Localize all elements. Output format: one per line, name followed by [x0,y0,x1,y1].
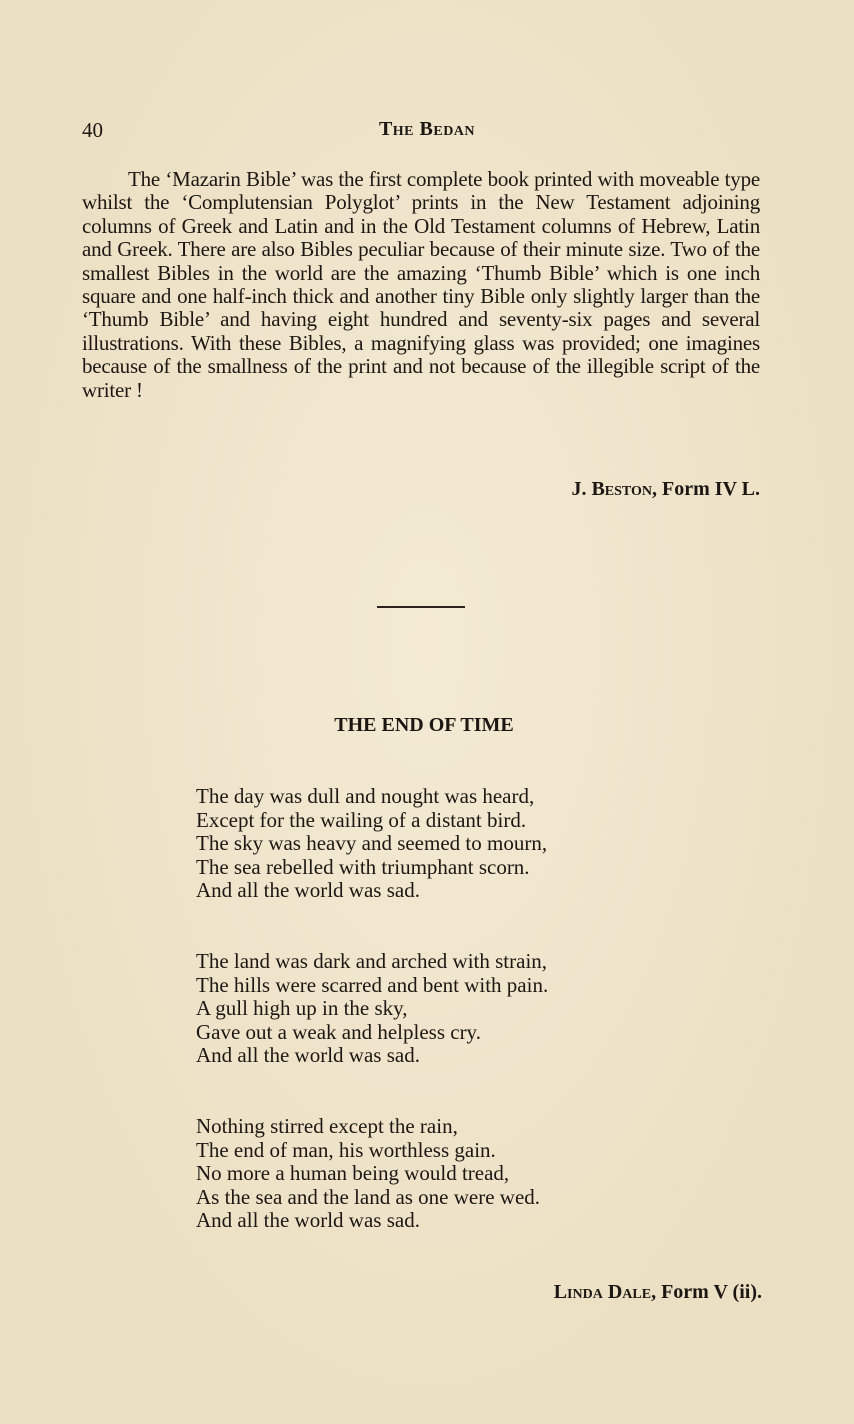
page-header [82,118,762,148]
poem-stanza [196,785,547,903]
poem-line: The land was dark and arched with strain, [196,949,548,973]
poem-line: And all the world was sad. [196,878,420,903]
author-name: Linda Dale, [553,1281,657,1303]
author-form: Form V (ii). [661,1281,762,1303]
poem-line: The sea rebelled with triumphant scorn. [196,854,530,879]
poem-line: Nothing stirred except the rain, [196,1114,458,1138]
article-signature [571,478,760,501]
article-paragraph: The ‘Mazarin Bible’ was the first complete book printed with moveable type whilst the ‘Complutensian Polyglot’ prints in the New Testament adjoining columns of Greek and Latin and in the Old Testament columns of Hebrew, Latin and Greek. There are also Bibles peculiar because of their minute size. Two of the smallest Bibles in the world are the amazing ‘Thumb Bible’ which is one inch square and one half-inch thick and another tiny Bible only slightly larger than the ‘Thumb Bible’ and having eight hundred and seventy-six pages and several illustrations. With these Bibles, a magnifying glass was provided; one imagines because of the smallness of the print and not because of the illegible script of the writer ! [82,167,760,402]
running-title: The Bedan [378,118,476,140]
poem-line: A gull high up in the sky, [196,996,408,1021]
poem-line: Except for the wailing of a distant bird. [196,807,527,832]
signature-form: Form IV L. [662,478,760,500]
poem-title: THE END OF TIME [334,714,514,736]
poem-stanza [196,1115,540,1233]
poem-line: No more a human being would tread, [196,1161,510,1186]
poem-author [554,1281,762,1304]
page-number: 40 [82,118,103,142]
poem-line: And all the world was sad. [196,1043,420,1068]
poem-line: The sky was heavy and seemed to mourn, [196,831,548,856]
poem-line: The end of man, his worthless gain. [196,1137,496,1162]
poem-line: The hills were scarred and bent with pain. [196,972,549,997]
signature-name: J. Beston, [571,478,658,500]
poem-line: And all the world was sad. [196,1208,420,1233]
poem-line: Gave out a weak and helpless cry. [196,1019,481,1044]
poem-line: As the sea and the land as one were wed. [196,1184,541,1209]
poem-stanza [196,950,548,1068]
section-divider [377,606,465,608]
poem-line: The day was dull and nought was heard, [196,784,535,808]
